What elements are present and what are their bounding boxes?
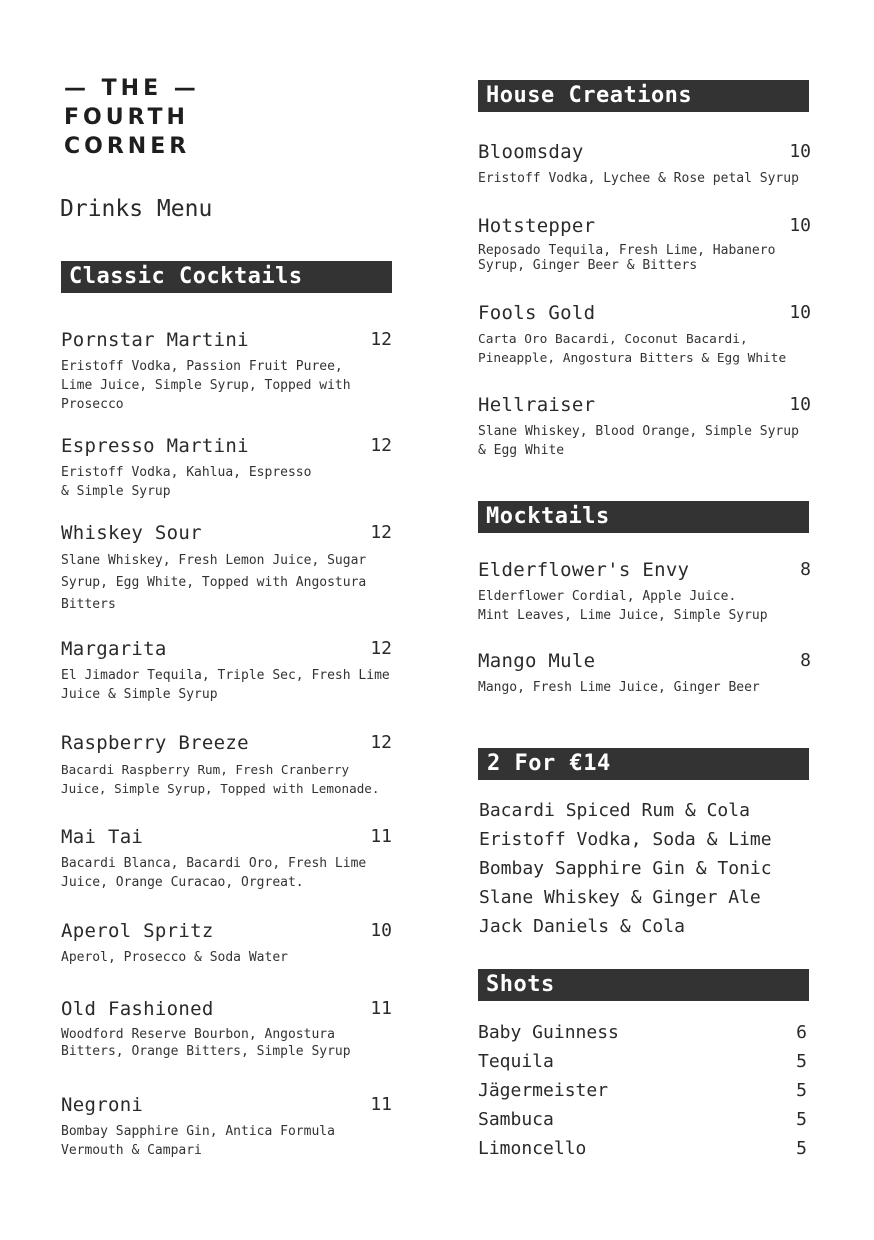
menu-item: [478, 394, 811, 460]
section-header-classic-cocktails: Classic Cocktails: [61, 261, 392, 293]
item-price: 8: [800, 650, 811, 671]
item-price: 5: [796, 1109, 807, 1130]
menu-item: [61, 732, 399, 798]
menu-item: [478, 141, 811, 188]
list-item: Jack Daniels & Cola: [479, 916, 685, 937]
item-name: Hellraiser: [478, 394, 596, 416]
menu-item: [61, 522, 392, 616]
item-price: 10: [789, 215, 811, 236]
item-description: Elderflower Cordial, Apple Juice. Mint Leaves, Lime Juice, Simple Syrup: [478, 589, 768, 623]
item-price: 11: [370, 826, 392, 847]
logo-line: — THE —: [64, 76, 200, 101]
item-price: 11: [370, 1094, 392, 1115]
item-price: 5: [796, 1051, 807, 1072]
list-item: [478, 1047, 807, 1076]
item-description: Aperol, Prosecco & Soda Water: [61, 950, 288, 965]
item-description: Bacardi Raspberry Rum, Fresh Cranberry Juice, Simple Syrup, Topped with Lemonade.: [61, 762, 380, 796]
item-price: 11: [370, 998, 392, 1019]
item-name: Hotstepper: [478, 215, 596, 237]
item-price: 10: [370, 920, 392, 941]
item-description: Slane Whiskey, Fresh Lemon Juice, Sugar Syrup, Egg White, Topped with Angostura Bitters: [61, 553, 367, 612]
item-name: Whiskey Sour: [61, 522, 202, 544]
menu-item: [61, 998, 392, 1060]
shots-list: [478, 1018, 807, 1163]
list-item: [478, 1134, 807, 1163]
item-price: 12: [370, 329, 392, 350]
two-for-list: [479, 796, 809, 941]
item-price: 12: [370, 732, 392, 753]
list-item: [478, 1076, 807, 1105]
section-header-two-for-deal: 2 For €14: [478, 748, 809, 780]
item-description: El Jimador Tequila, Triple Sec, Fresh Lime Juice & Simple Syrup: [61, 668, 390, 702]
menu-item: [478, 302, 811, 368]
item-name: Fools Gold: [478, 302, 596, 324]
menu-item: [61, 826, 392, 892]
item-description: Bombay Sapphire Gin, Antica Formula Vermouth & Campari: [61, 1124, 335, 1158]
item-name: Espresso Martini: [61, 435, 249, 457]
item-name: Pornstar Martini: [61, 329, 249, 351]
item-description: Reposado Tequila, Fresh Lime, Habanero Syrup, Ginger Beer & Bitters: [478, 243, 776, 273]
item-description: Eristoff Vodka, Lychee & Rose petal Syrup: [478, 171, 799, 186]
menu-item: [478, 559, 811, 625]
list-item: Eristoff Vodka, Soda & Lime: [479, 829, 772, 850]
item-name: Jägermeister: [478, 1080, 609, 1101]
item-name: Aperol Spritz: [61, 920, 214, 942]
menu-item: [61, 920, 392, 967]
item-price: 10: [789, 394, 811, 415]
item-name: Baby Guinness: [478, 1022, 619, 1043]
item-name: Margarita: [61, 638, 167, 660]
item-name: Mango Mule: [478, 650, 596, 672]
item-price: 5: [796, 1138, 807, 1159]
logo-line: FOURTH: [64, 105, 189, 130]
item-name: Limoncello: [478, 1138, 587, 1159]
item-price: 10: [789, 141, 811, 162]
item-description: Slane Whiskey, Blood Orange, Simple Syrup & Egg White: [478, 424, 799, 458]
list-item: Bacardi Spiced Rum & Cola: [479, 800, 750, 821]
section-header-house-creations: House Creations: [478, 80, 809, 112]
list-item: Bombay Sapphire Gin & Tonic: [479, 858, 772, 879]
item-name: Tequila: [478, 1051, 554, 1072]
item-description: Mango, Fresh Lime Juice, Ginger Beer: [478, 680, 760, 695]
item-description: Bacardi Blanca, Bacardi Oro, Fresh Lime Juice, Orange Curacao, Orgreat.: [61, 856, 367, 890]
menu-item: [478, 650, 811, 697]
section-header-mocktails: Mocktails: [478, 501, 809, 533]
item-price: 6: [796, 1022, 807, 1043]
item-price: 5: [796, 1080, 807, 1101]
item-description: Eristoff Vodka, Passion Fruit Puree, Lime Juice, Simple Syrup, Topped with Prosecco: [61, 359, 351, 412]
list-item: Slane Whiskey & Ginger Ale: [479, 887, 761, 908]
menu-item: [61, 329, 392, 414]
logo-line: CORNER: [64, 134, 191, 159]
item-name: Elderflower's Envy: [478, 559, 690, 581]
logo: [64, 74, 200, 161]
item-name: Bloomsday: [478, 141, 584, 163]
item-name: Sambuca: [478, 1109, 554, 1130]
item-price: 12: [370, 522, 392, 543]
item-price: 8: [800, 559, 811, 580]
item-price: 10: [789, 302, 811, 323]
menu-item: [61, 1094, 392, 1160]
page-title: Drinks Menu: [60, 196, 213, 222]
item-price: 12: [370, 435, 392, 456]
item-description: Carta Oro Bacardi, Coconut Bacardi, Pineapple, Angostura Bitters & Egg White: [478, 332, 787, 366]
item-name: Negroni: [61, 1094, 144, 1116]
item-name: Mai Tai: [61, 826, 144, 848]
item-description: Eristoff Vodka, Kahlua, Espresso & Simple Syrup: [61, 465, 312, 499]
item-name: Old Fashioned: [61, 998, 214, 1020]
section-header-shots: Shots: [478, 969, 809, 1001]
menu-item: [61, 638, 392, 704]
list-item: [478, 1105, 807, 1134]
item-description: Woodford Reserve Bourbon, Angostura Bitters, Orange Bitters, Simple Syrup: [61, 1027, 351, 1059]
menu-item: [478, 215, 811, 273]
list-item: [478, 1018, 807, 1047]
item-price: 12: [370, 638, 392, 659]
item-name: Raspberry Breeze: [61, 732, 249, 754]
menu-item: [61, 435, 392, 501]
